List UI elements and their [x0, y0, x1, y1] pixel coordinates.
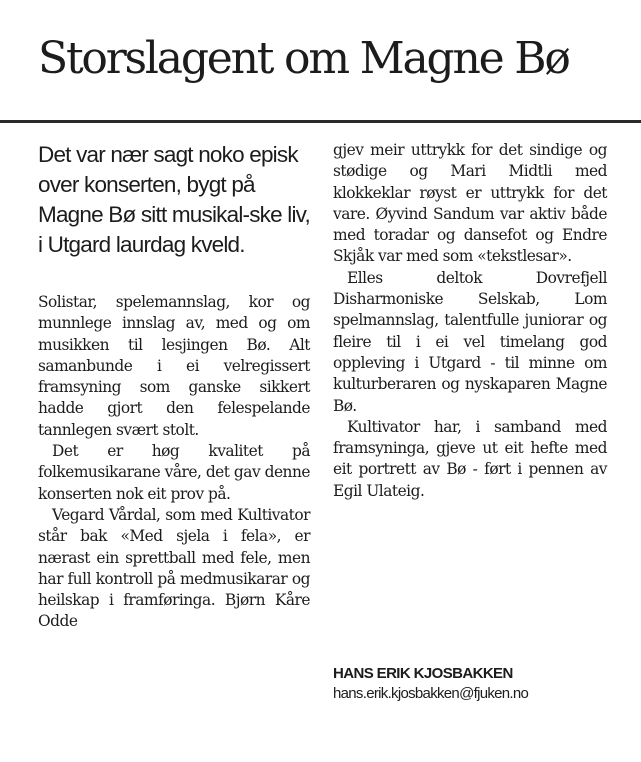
left-column	[38, 140, 310, 633]
body-paragraph: gjev meir uttrykk for det sindige og stødige og Mari Midtli med klokkeklar røyst er uttrykk for det vare. Øyvind Sandum var aktiv både med toradar og dansefot og Endre Skjåk var med som «tekstlesar».	[333, 141, 607, 266]
lead-paragraph: Det var nær sagt noko episk over konserten, bygt på Magne Bø sitt musikal-ske liv, i Utgard laurdag kveld.	[38, 142, 310, 257]
body-paragraph: Vegard Vårdal, som med Kultivator står bak «Med sjela i fela», er nærast ein sprettball med fele, men har full kontroll på medmusikarar og heilskap i framføringa. Bjørn Kåre Odde	[38, 505, 310, 631]
byline-email[interactable]: hans.erik.kjosbakken@fjuken.no	[333, 685, 529, 702]
body-paragraph: Elles deltok Dovrefjell Disharmoniske Selskab, Lom spelmannslag, talentfulle juniorar og fleire til i ei vel timelang god oppleving i Utgard - til minne om kulturberaren og nyskaparen Magne Bø.	[333, 268, 607, 415]
body-paragraph: Det er høg kvalitet på folkemusikarane våre, det gav denne konserten nok eit prov på.	[38, 442, 310, 503]
body-paragraph: Kultivator har, i samband med framsyninga, gjeve ut eit hefte med eit portrett av Bø - ført i pennen av Egil Ulateig.	[333, 417, 607, 500]
headline-divider	[0, 120, 641, 123]
byline-author: HANS ERIK KJOSBAKKEN	[333, 665, 513, 682]
headline: Storslagent om Magne Bø	[38, 33, 569, 84]
byline	[333, 664, 623, 704]
right-column	[333, 140, 607, 502]
body-paragraph: Solistar, spelemannslag, kor og munnlege innslag av, med og om musikken til lesjingen Bø. Alt samanbunde i ei velregissert framsyning som ganske sikkert hadde gjort den felespelande tannlegen svært stolt.	[38, 293, 310, 439]
